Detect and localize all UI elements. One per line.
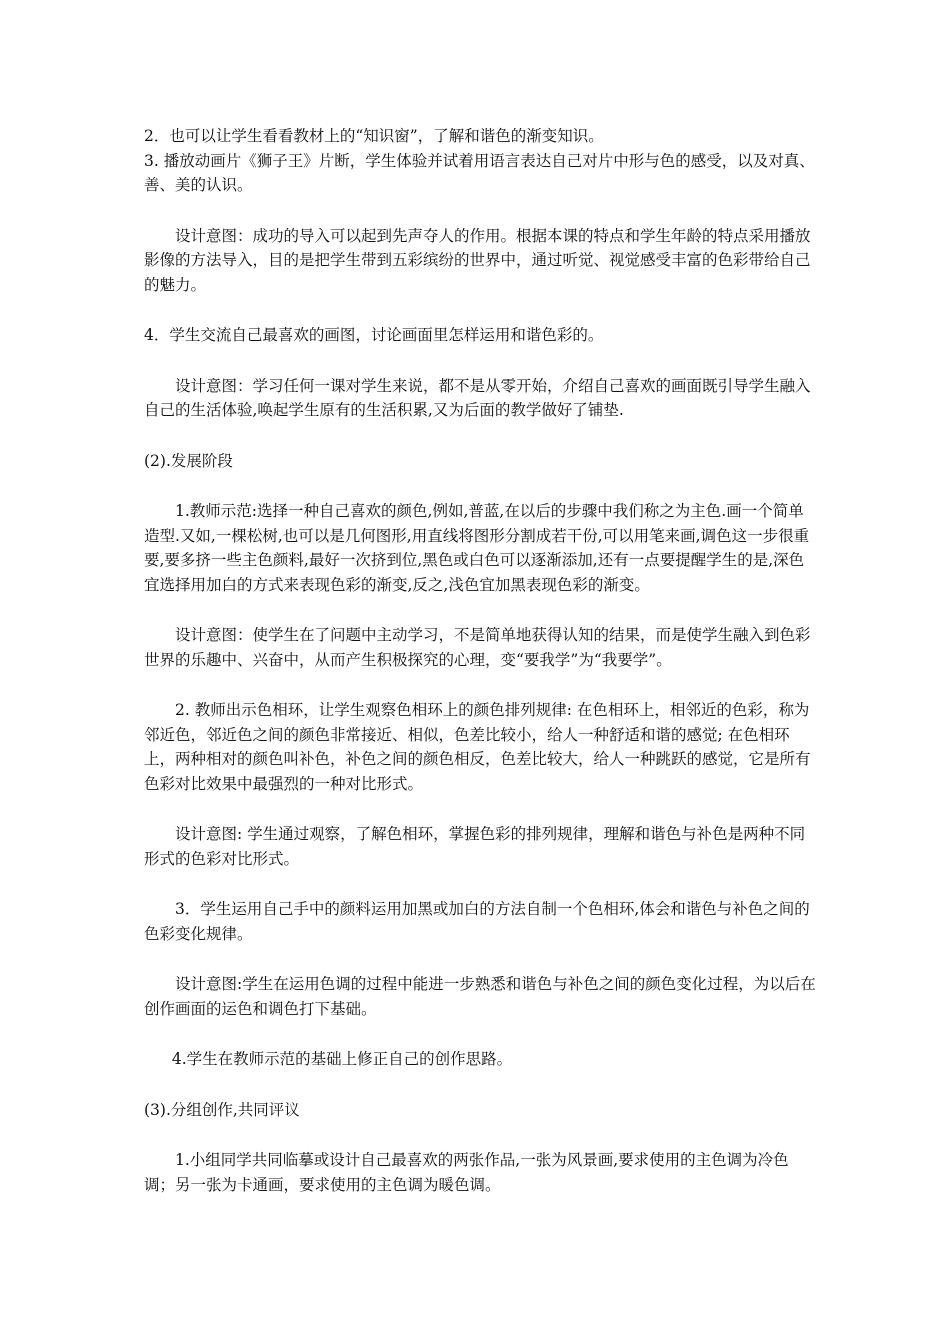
group-work-paragraph: 1.小组同学共同临摹或设计自己最喜欢的两张作品,一张为风景画,要求使用的主色调为冷色调；另一张为卡通画，要求使用的主色调为暖色调。 [144,1151,789,1194]
paragraph-spacer [144,796,816,822]
paragraph-spacer [144,423,816,449]
color-wheel-paragraph: 2. 教师出示色相环，让学生观察色相环上的颜色排列规律: 在色相环上，相邻近的色彩，称为邻近色，邻近色之间的颜色非常接近、相似，色差比较小，给人一种舒适和谐的感觉; 在色相环上，两种相对的颜色叫补色，补色之间的颜色相反，色差比较大，给人一种跳跃的感觉，它是所有色彩对比效果中最强烈的一种对比形式。 [144,701,811,793]
section-heading-group-work: (3).分组创作,共同评议 [144,1100,300,1119]
paragraph-spacer [144,672,816,698]
paragraph-item-3: 3. 播放动画片《狮子王》片断，学生体验并试着用语言表达自己对片中形与色的感受，以及对真、善、美的认识。 [144,151,815,194]
student-revise-paragraph: 4.学生在教师示范的基础上修正自己的创作思路。 [171,1050,513,1068]
paragraph-spacer [144,1021,816,1047]
paragraph-spacer [144,1122,816,1148]
paragraph-spacer [144,946,816,972]
paragraph-spacer [144,871,816,897]
paragraph-spacer [144,473,816,499]
teacher-demo-paragraph: 1.教师示范:选择一种自己喜欢的颜色,例如,普蓝,在以后的步骤中我们称之为主色.画一个简单造型.又如,一棵松树,也可以是几何图形,用直线将图形分割成若干份,可以用笔来画,调色这一步很重要,要多挤一些主色颜料,最好一次挤到位,黑色或白色可以逐渐添加,还有一点要提醒学生的是,深色宜选择用加白的方式来表现色彩的渐变,反之,浅色宜加黑表现色彩的渐变。 [144,502,810,594]
paragraph-spacer [144,1072,816,1098]
paragraph-spacer [144,198,816,224]
student-practice-paragraph: 3．学生运用自己手中的颜料运用加黑或加白的方法自制一个色相环,体会和谐色与补色之间的色彩变化规律。 [144,900,810,943]
design-intent-paragraph: 设计意图：学习任何一课对学生来说，都不是从零开始，介绍自己喜欢的画面既引导学生融入自己的生活体验,唤起学生原有的生活积累,又为后面的教学做好了铺垫. [144,376,811,419]
paragraph-item-4: 4．学生交流自己最喜欢的画图，讨论画面里怎样运用和谐色彩的。 [144,326,604,344]
paragraph-spacer [144,297,816,323]
section-heading-development: (2).发展阶段 [144,451,233,470]
paragraph-spacer [144,597,816,623]
paragraph-spacer [144,348,816,374]
paragraph-item-2: 2．也可以让学生看看教材上的“知识窗”，了解和谐色的渐变知识。 [144,127,604,145]
design-intent-paragraph: 设计意图：使学生在了问题中主动学习，不是简单地获得认知的结果，而是使学生融入到色彩世界的乐趣中、兴奋中，从而产生积极探究的心理，变“要我学”为“我要学”。 [144,626,811,669]
design-intent-paragraph: 设计意图: 学生通过观察，了解色相环，掌握色彩的排列规律，理解和谐色与补色是两种不同形式的色彩对比形式。 [144,825,806,868]
design-intent-paragraph: 设计意图：成功的导入可以起到先声夺人的作用。根据本课的特点和学生年龄的特点采用播放影像的方法导入，目的是把学生带到五彩缤纷的世界中，通过听觉、视觉感受丰富的色彩带给自己的魅力。 [144,226,811,294]
document-body [144,124,816,1197]
design-intent-paragraph: 设计意图:学生在运用色调的过程中能进一步熟悉和谐色与补色之间的颜色变化过程，为以后在创作画面的运色和调色打下基础。 [144,975,816,1018]
